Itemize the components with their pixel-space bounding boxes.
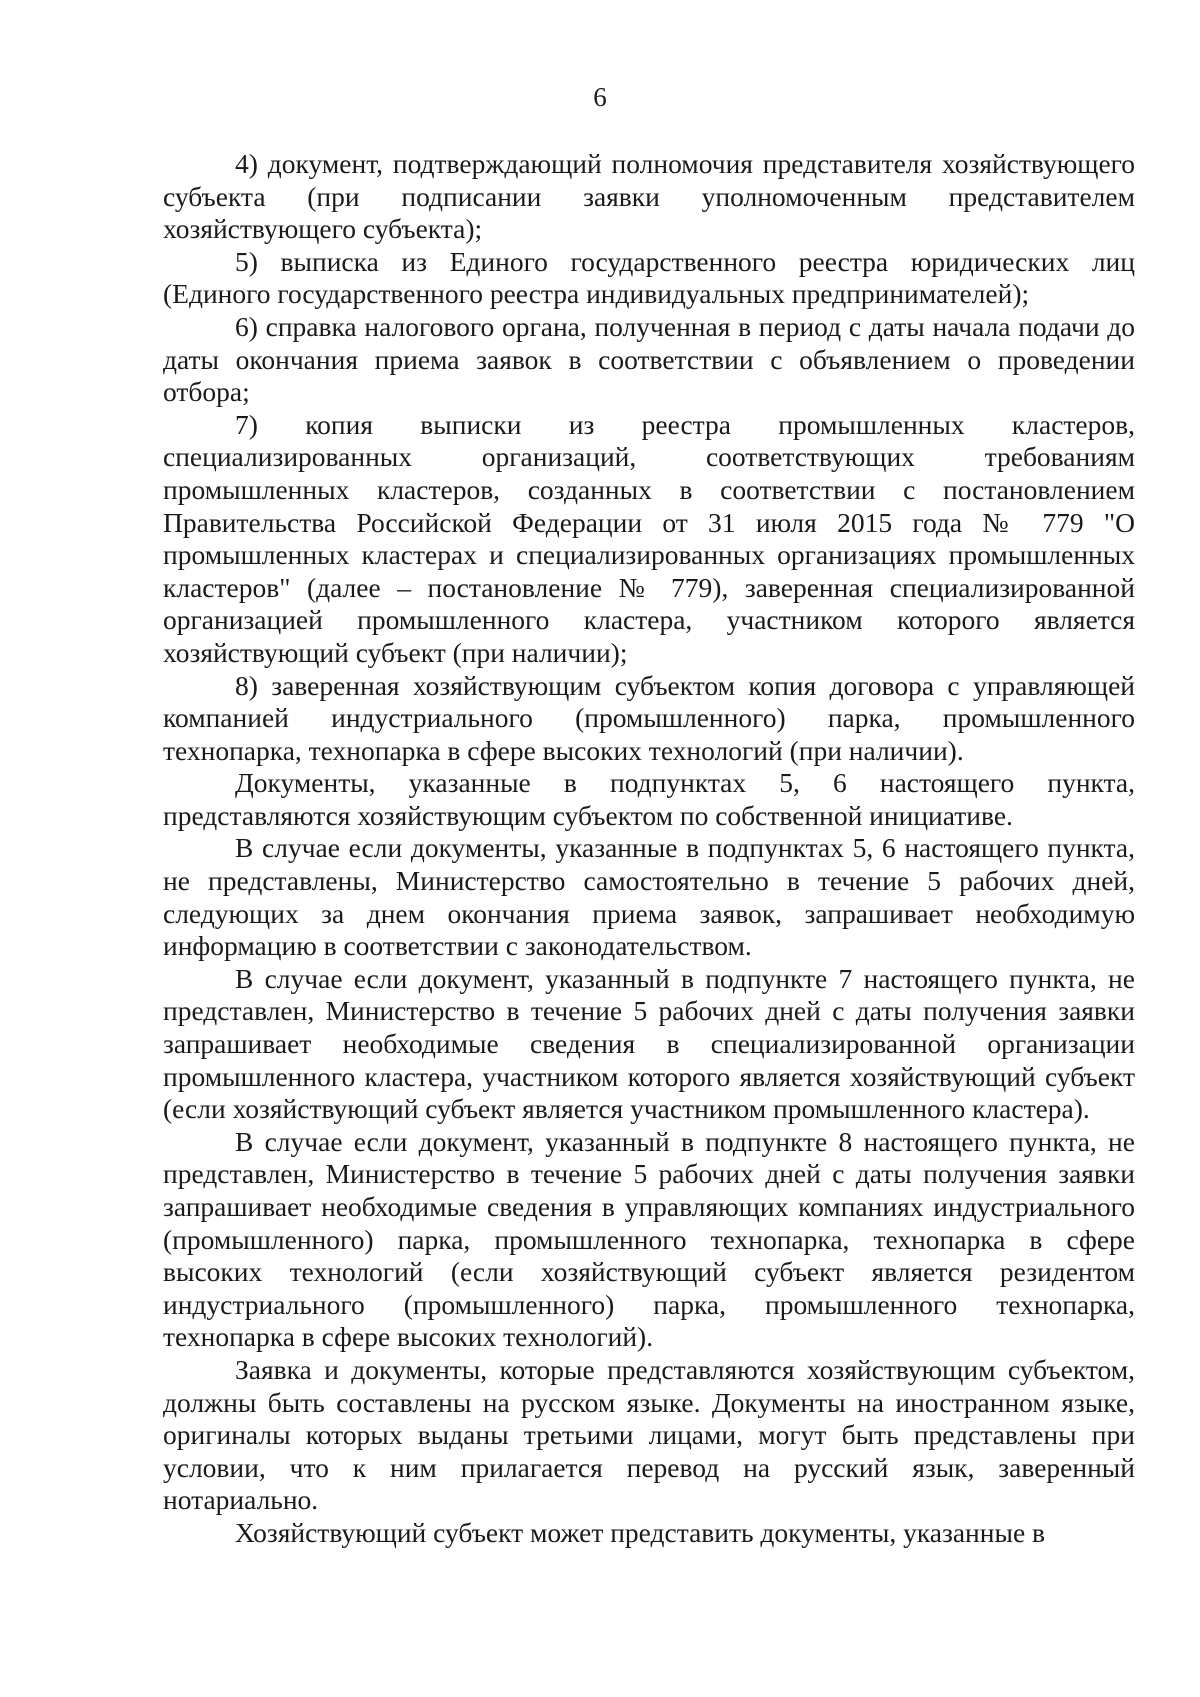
list-item-6: 6) справка налогового органа, полученная в период с даты начала подачи до даты окончания приема заявок в соответствии с объявлением о проведении отбора; (163, 310, 1135, 408)
paragraph-item-7-not-provided: В случае если документ, указанный в подпункте 7 настоящего пункта, не представлен, Министерство в течение 5 рабочих дней с даты получения заявки запрашивает необходимые сведения в специализированной организации промышленного кластера, участником которого является хозяйствующий субъект (если хозяйствующий субъект является участником промышленного кластера). (163, 962, 1135, 1125)
paragraph-continued: Хозяйствующий субъект может представить документы, указанные в (235, 1516, 1046, 1548)
list-item-7: 7) копия выписки из реестра промышленных кластеров, специализированных организаций, соответствующих требованиям промышленных кластеров, созданных в соответствии с постановлением Правительства Российской Федерации от 31 июля 2015 года № 779 "О промышленных кластерах и специализированных организациях промышленных кластеров" (далее – постановление № 779), заверенная специализированной организацией промышленного кластера, участником которого является хозяйствующий субъект (при наличии); (163, 408, 1135, 668)
paragraph-russian-language: Заявка и документы, которые представляются хозяйствующим субъектом, должны быть составлены на русском языке. Документы на иностранном языке, оригиналы которых выданы третьими лицами, могут быть представлены при условии, что к ним прилагается перевод на русский язык, заверенный нотариально. (163, 1353, 1135, 1516)
document-body (163, 148, 1135, 1550)
paragraph-item-8-not-provided: В случае если документ, указанный в подпункте 8 настоящего пункта, не представлен, Министерство в течение 5 рабочих дней с даты получения заявки запрашивает необходимые сведения в управляющих компаниях индустриального (промышленного) парка, промышленного технопарка, технопарка в сфере высоких технологий (если хозяйствующий субъект является резидентом индустриального (промышленного) парка, промышленного технопарка, технопарка в сфере высоких технологий). (163, 1125, 1135, 1353)
list-item-5: 5) выписка из Единого государственного реестра юридических лиц (Единого государственного реестра индивидуальных предпринимателей); (163, 245, 1135, 310)
paragraph-documents-initiative: Документы, указанные в подпунктах 5, 6 настоящего пункта, представляются хозяйствующим субъектом по собственной инициативе. (163, 767, 1135, 831)
page-number: 6 (593, 82, 607, 112)
list-item-8: 8) заверенная хозяйствующим субъектом копия договора с управляющей компанией индустриального (промышленного) парка, промышленного технопарка, технопарка в сфере высоких технологий (при наличии). (163, 669, 1135, 766)
paragraph-items-5-6-not-provided: В случае если документы, указанные в подпунктах 5, 6 настоящего пункта, не представлены, Министерство самостоятельно в течение 5 рабочих дней, следующих за днем окончания приема заявок, запрашивает необходимую информацию в соответствии с законодательством. (163, 832, 1135, 962)
list-item-4: 4) документ, подтверждающий полномочия представителя хозяйствующего субъекта (при подписании заявки уполномоченным представителем хозяйствующего субъекта); (163, 148, 1135, 245)
